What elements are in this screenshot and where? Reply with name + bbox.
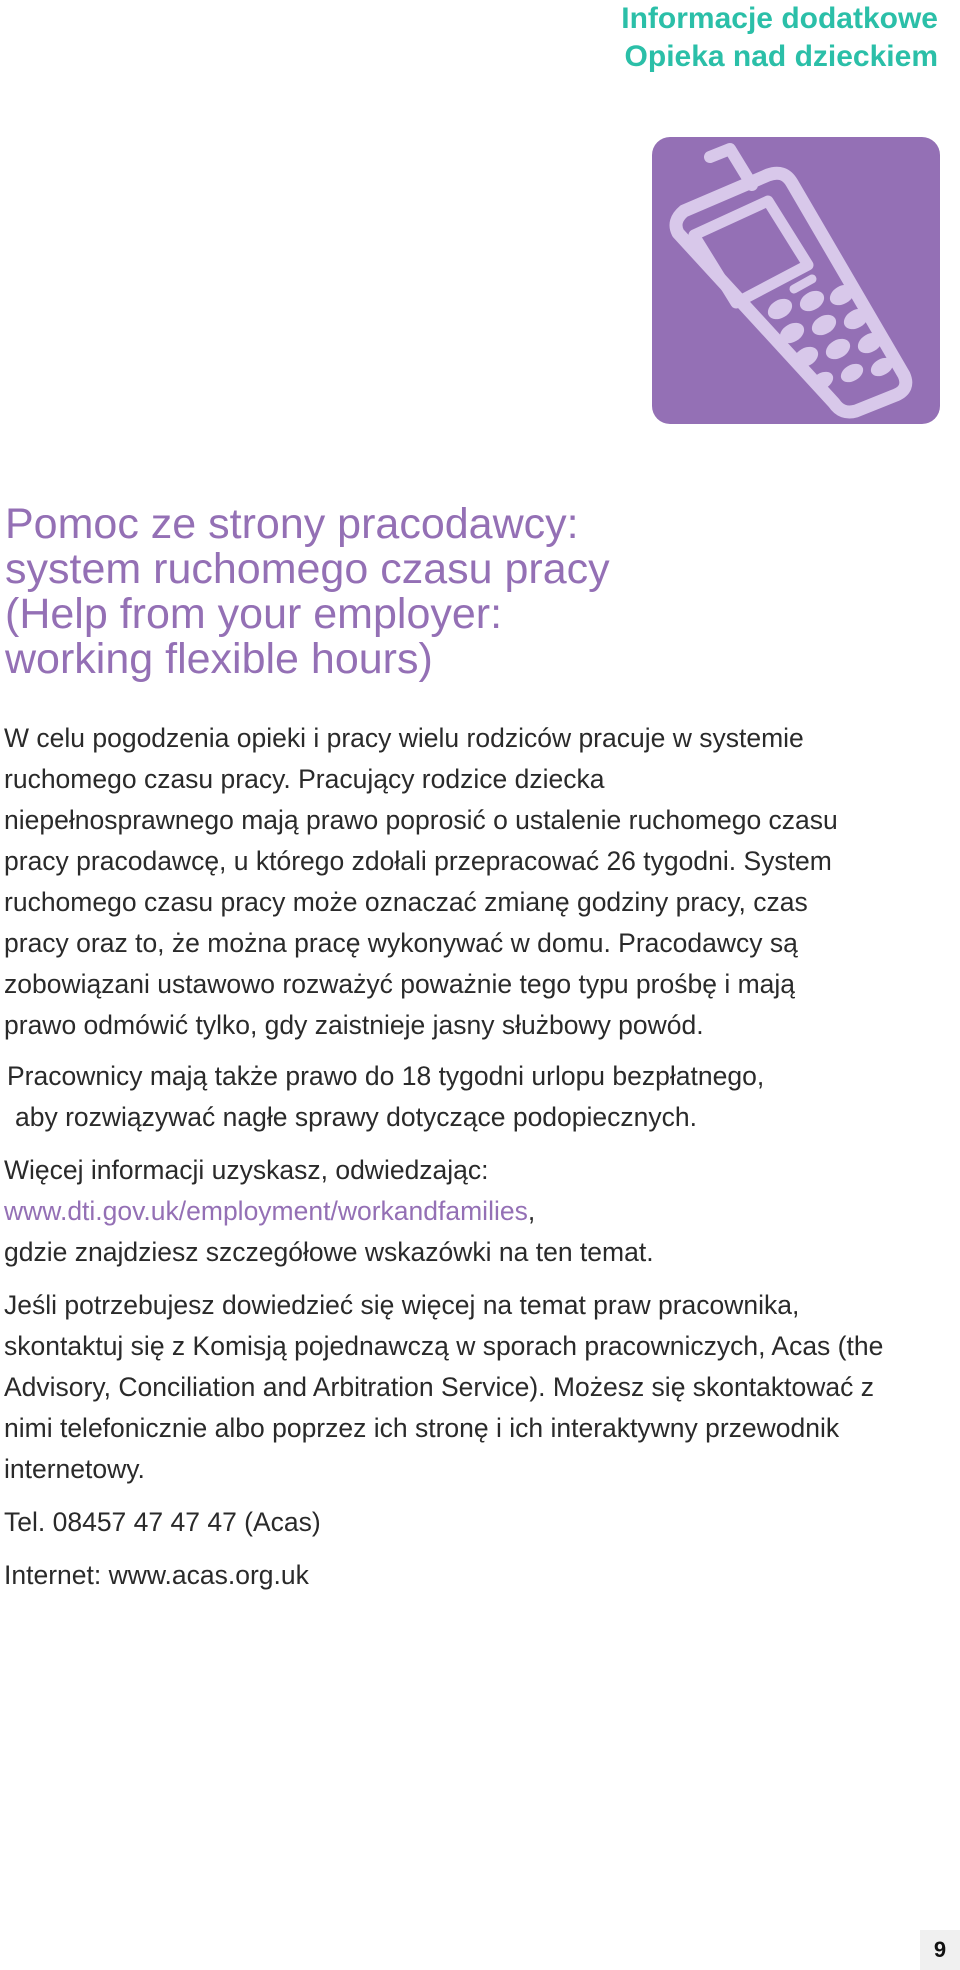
page-title (5, 502, 905, 682)
link-suffix: , (527, 1196, 536, 1226)
section-header (621, 0, 938, 76)
text-line: prawo odmówić tylko, gdy zaistnieje jasny służbowy powód. (4, 1010, 704, 1040)
text-line: gdzie znajdziesz szczegółowe wskazówki na ten temat. (4, 1237, 654, 1267)
page-title-line-1: Pomoc ze strony pracodawcy: (5, 500, 579, 548)
paragraph-unpaid-leave (4, 1056, 939, 1138)
text-line: Advisory, Conciliation and Arbitration Service). Możesz się skontaktować z (4, 1372, 874, 1402)
paragraph-acas (4, 1285, 939, 1490)
section-header-line-1: Informacje dodatkowe (621, 2, 938, 35)
mobile-phone-icon (652, 137, 940, 424)
section-header-line-2: Opieka nad dzieckiem (624, 40, 938, 73)
text-line: Więcej informacji uzyskasz, odwiedzając: (4, 1155, 489, 1185)
text-line: ruchomego czasu pracy może oznaczać zmianę godziny pracy, czas (4, 887, 808, 917)
paragraph-more-info (4, 1150, 939, 1273)
acas-phone: Tel. 08457 47 47 47 (Acas) (4, 1507, 321, 1537)
page-title-line-4: working flexible hours) (5, 635, 433, 683)
text-line: niepełnosprawnego mają prawo poprosić o ustalenie ruchomego czasu (4, 805, 838, 835)
text-line: internetowy. (4, 1454, 145, 1484)
dti-website-link[interactable]: www.dti.gov.uk/employment/workandfamilies (4, 1196, 528, 1226)
text-line: ruchomego czasu pracy. Pracujący rodzice dziecka (4, 764, 605, 794)
text-line: Jeśli potrzebujesz dowiedzieć się więcej na temat praw pracownika, (4, 1290, 800, 1320)
page-title-line-2: system ruchomego czasu pracy (5, 545, 610, 593)
text-line: pracy oraz to, że można pracę wykonywać w domu. Pracodawcy są (4, 928, 798, 958)
text-line: W celu pogodzenia opieki i pracy wielu rodziców pracuje w systemie (4, 723, 804, 753)
text-line: aby rozwiązywać nagłe sprawy dotyczące podopiecznych. (15, 1102, 697, 1132)
text-line: Pracownicy mają także prawo do 18 tygodni urlopu bezpłatnego, (7, 1061, 765, 1091)
page-title-line-3: (Help from your employer: (5, 590, 503, 638)
text-line: zobowiązani ustawowo rozważyć poważnie tego typu prośbę i mają (4, 969, 796, 999)
page-number: 9 (920, 1930, 960, 1970)
text-line: pracy pracodawcę, u którego zdołali przepracować 26 tygodni. System (4, 846, 832, 876)
paragraph-flexible-hours (4, 718, 939, 1046)
body-content (4, 718, 939, 1596)
text-line: nimi telefonicznie albo poprzez ich stronę i ich interaktywny przewodnik (4, 1413, 840, 1443)
text-line: skontaktuj się z Komisją pojednawczą w sporach pracowniczych, Acas (the (4, 1331, 884, 1361)
acas-internet: Internet: www.acas.org.uk (4, 1560, 309, 1590)
text-line (4, 1191, 939, 1232)
